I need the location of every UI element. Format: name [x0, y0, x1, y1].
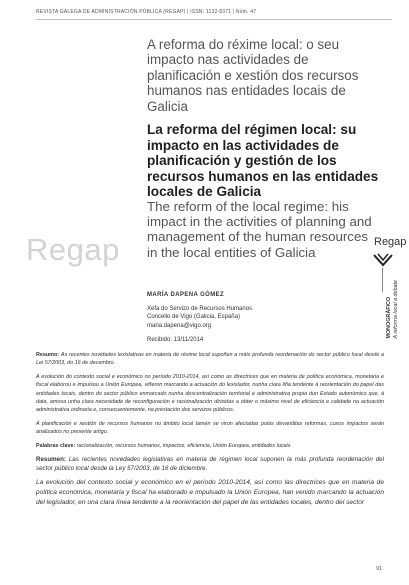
article-body [36, 351, 384, 512]
author-block [147, 291, 307, 345]
abstract-galician-text: As recentes novidades lexislativas en materia de réxime local supoñen a máis profunda reordenación do sector público local desde a Lei 57/2003, do 16 de decembro. [36, 352, 384, 367]
abstract-spanish-text: Las recientes novedades legislativas en materia de régimen local suponen la más profunda reordenación del sector público local desde la Ley 57/2003, de 16 de diciembre. [36, 456, 384, 473]
abstract-spanish [36, 455, 384, 473]
abstract-galician-paragraph-3: A planificación e xestión de recursos humanos no ámbito local tamén se viron afectadas polas devanditas reformas, cuxos impactos serán analizados no presente artigo. [36, 420, 384, 436]
keywords-galician [36, 442, 384, 450]
regap-logo-icon [373, 253, 393, 267]
section-sidebar [386, 280, 400, 390]
regap-watermark-logo: Regap [26, 232, 120, 267]
abstract-spanish-label: Resumen: [36, 456, 66, 464]
abstract-galician [36, 351, 384, 368]
abstract-spanish-paragraph-2: La evolución del contexto social y económico en el período 2010-2014, así como las directrices que en materia de política económica, monetaria y fiscal ha elaborado e impulsado la Unión Europea, han venido marcando la actuación del legislador, en una clara línea tendente a la reorientación del papel de las entidades locales, dentro del sector [36, 479, 384, 506]
keywords-galician-text: racionalización, recursos humanos, impactos, eficiencia, Unión Europea, entidades locais. [76, 442, 292, 449]
section-subtitle: A reforma local a debate [393, 280, 399, 339]
section-label: MONOGRÁFICO [386, 296, 392, 339]
abstract-galician-paragraph-2: A evolución do contexto social e económico no período 2010-2014, así como as directrices que en materia de política económica, monetaria e fiscal elaborou e impulsou a Unión Europea, viñeron marcando a actuación do lexislador, nunha clara liña tendente á reorientación do papel das entidades locais, dentro do sector público enmarcado nunha descentralización territorial e administrativa propia dun Estado autonómico que, á data, amosa unha clara necesidade de reconfiguración e racionalización dirixidas a obter o máximo nivel de eficiencia e calidade na actuación administrativa ordinaria e, consecuentemente, na prestación dos servizos públicos. [36, 373, 384, 414]
author-name: MARÍA DAPENA GÓMEZ [147, 292, 225, 298]
journal-header: REVISTA GALEGA DE ADMINISTRACIÓN PÚBLICA (REGAP) | ISSN: 1132-8371 | Núm. 47 [36, 9, 257, 15]
title-spanish: La reforma del régimen local: su impacto en las actividades de planificación y gestión de los recursos humanos en las entidades locales de Galicia [147, 122, 379, 200]
page-number: 91 [376, 566, 383, 572]
keywords-galician-label: Palabras clave: [36, 442, 76, 449]
title-english: The reform of the local regime: his impact in the activities of planning and management of the human resources in the local entities of Galicia [147, 199, 372, 260]
side-divider [382, 268, 383, 292]
author-position: Xefa do Servizo de Recursos Humanos [147, 305, 253, 312]
abstract-galician-label: Resumo: [36, 352, 60, 358]
received-date: Recibido: 13/11/2014 [147, 337, 204, 344]
regap-small-logo: Regap [374, 236, 407, 248]
author-email[interactable]: maria.dapena@vigo.org [147, 322, 212, 329]
author-institution: Concello de Vigo (Galicia, España) [147, 314, 240, 321]
header-divider [36, 19, 392, 20]
title-galician: A reforma do réxime local: o seu impacto nas actividades de planificación e xestión dos recursos humanos nas entidades locais de Galicia [147, 37, 359, 114]
